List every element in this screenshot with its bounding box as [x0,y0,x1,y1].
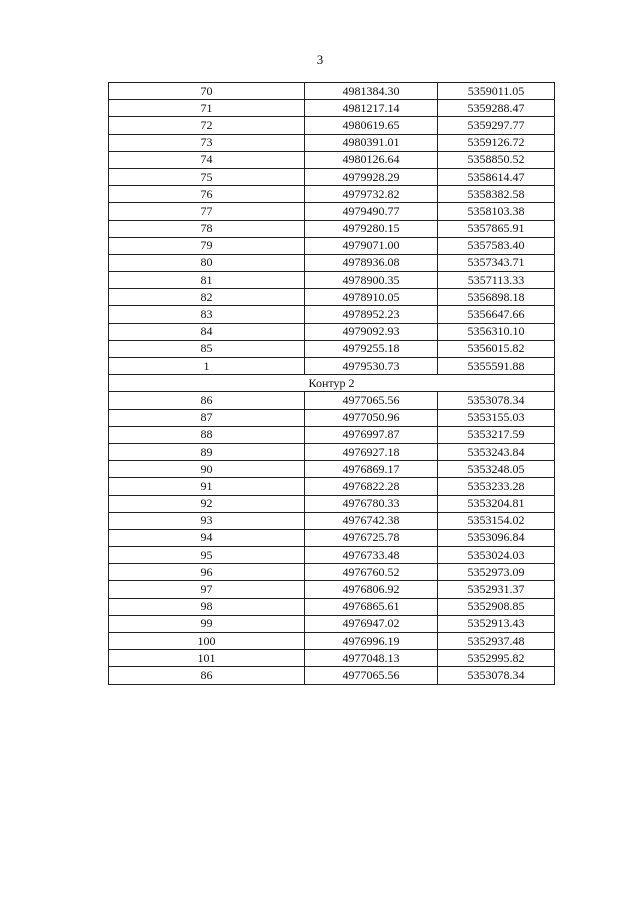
table-row [109,237,555,254]
y-coordinate-cell: 5357113.33 [438,272,555,289]
x-coordinate-cell: 4979280.15 [305,220,438,237]
y-coordinate-cell: 5353217.59 [438,426,555,443]
table-row [109,633,555,650]
y-coordinate-cell: 5352931.37 [438,581,555,598]
x-coordinate-cell: 4977065.56 [305,667,438,684]
point-number-cell: 73 [109,134,305,151]
y-coordinate-cell: 5359288.47 [438,100,555,117]
x-coordinate-cell: 4979490.77 [305,203,438,220]
x-coordinate-cell: 4979255.18 [305,340,438,357]
point-number-cell: 93 [109,512,305,529]
table-row [109,306,555,323]
table-row [109,581,555,598]
y-coordinate-cell: 5358850.52 [438,151,555,168]
table-row [109,272,555,289]
y-coordinate-cell: 5353204.81 [438,495,555,512]
table-row [109,409,555,426]
point-number-cell: 76 [109,186,305,203]
table-row [109,512,555,529]
y-coordinate-cell: 5357343.71 [438,254,555,271]
y-coordinate-cell: 5359297.77 [438,117,555,134]
x-coordinate-cell: 4978952.23 [305,306,438,323]
x-coordinate-cell: 4980391.01 [305,134,438,151]
x-coordinate-cell: 4976742.38 [305,512,438,529]
x-coordinate-cell: 4980126.64 [305,151,438,168]
table-row [109,340,555,357]
point-number-cell: 85 [109,340,305,357]
table-row [109,650,555,667]
x-coordinate-cell: 4979530.73 [305,358,438,375]
point-number-cell: 75 [109,168,305,185]
table-row [109,478,555,495]
x-coordinate-cell: 4978936.08 [305,254,438,271]
table-row [109,186,555,203]
y-coordinate-cell: 5358382.58 [438,186,555,203]
table-row [109,529,555,546]
table-row [109,598,555,615]
y-coordinate-cell: 5353154.02 [438,512,555,529]
point-number-cell: 95 [109,547,305,564]
point-number-cell: 96 [109,564,305,581]
y-coordinate-cell: 5352973.09 [438,564,555,581]
x-coordinate-cell: 4978900.35 [305,272,438,289]
x-coordinate-cell: 4976733.48 [305,547,438,564]
point-number-cell: 92 [109,495,305,512]
x-coordinate-cell: 4980619.65 [305,117,438,134]
table-row [109,254,555,271]
table-row [109,358,555,375]
point-number-cell: 70 [109,83,305,100]
x-coordinate-cell: 4977048.13 [305,650,438,667]
table-row [109,443,555,460]
point-number-cell: 101 [109,650,305,667]
table-row [109,151,555,168]
y-coordinate-cell: 5353078.34 [438,392,555,409]
coordinates-table-body [109,83,555,685]
x-coordinate-cell: 4976947.02 [305,615,438,632]
x-coordinate-cell: 4979092.93 [305,323,438,340]
point-number-cell: 86 [109,667,305,684]
point-number-cell: 80 [109,254,305,271]
table-row [109,495,555,512]
point-number-cell: 89 [109,443,305,460]
point-number-cell: 99 [109,615,305,632]
y-coordinate-cell: 5352913.43 [438,615,555,632]
x-coordinate-cell: 4976806.92 [305,581,438,598]
x-coordinate-cell: 4976869.17 [305,461,438,478]
table-row [109,547,555,564]
x-coordinate-cell: 4976865.61 [305,598,438,615]
y-coordinate-cell: 5353233.28 [438,478,555,495]
x-coordinate-cell: 4981384.30 [305,83,438,100]
table-row [109,392,555,409]
y-coordinate-cell: 5358103.38 [438,203,555,220]
y-coordinate-cell: 5358614.47 [438,168,555,185]
y-coordinate-cell: 5353096.84 [438,529,555,546]
point-number-cell: 81 [109,272,305,289]
y-coordinate-cell: 5352937.48 [438,633,555,650]
point-number-cell: 72 [109,117,305,134]
point-number-cell: 74 [109,151,305,168]
point-number-cell: 98 [109,598,305,615]
table-row [109,100,555,117]
y-coordinate-cell: 5356015.82 [438,340,555,357]
x-coordinate-cell: 4981217.14 [305,100,438,117]
point-number-cell: 71 [109,100,305,117]
table-row [109,220,555,237]
x-coordinate-cell: 4976927.18 [305,443,438,460]
table-row [109,117,555,134]
section-label: Контур 2 [109,375,555,392]
y-coordinate-cell: 5359126.72 [438,134,555,151]
y-coordinate-cell: 5353078.34 [438,667,555,684]
y-coordinate-cell: 5353024.03 [438,547,555,564]
x-coordinate-cell: 4979071.00 [305,237,438,254]
table-row [109,426,555,443]
table-row [109,667,555,684]
y-coordinate-cell: 5353243.84 [438,443,555,460]
x-coordinate-cell: 4976996.19 [305,633,438,650]
point-number-cell: 77 [109,203,305,220]
x-coordinate-cell: 4976760.52 [305,564,438,581]
y-coordinate-cell: 5352908.85 [438,598,555,615]
table-row [109,203,555,220]
y-coordinate-cell: 5353155.03 [438,409,555,426]
page-number: 3 [316,52,324,67]
table-row [109,134,555,151]
y-coordinate-cell: 5356310.10 [438,323,555,340]
table-row [109,323,555,340]
section-header-row [109,375,555,392]
point-number-cell: 78 [109,220,305,237]
table-row [109,615,555,632]
point-number-cell: 86 [109,392,305,409]
point-number-cell: 87 [109,409,305,426]
point-number-cell: 84 [109,323,305,340]
y-coordinate-cell: 5359011.05 [438,83,555,100]
x-coordinate-cell: 4976822.28 [305,478,438,495]
x-coordinate-cell: 4979928.29 [305,168,438,185]
point-number-cell: 97 [109,581,305,598]
x-coordinate-cell: 4978910.05 [305,289,438,306]
x-coordinate-cell: 4977065.56 [305,392,438,409]
point-number-cell: 100 [109,633,305,650]
table-row [109,83,555,100]
table-row [109,461,555,478]
point-number-cell: 90 [109,461,305,478]
y-coordinate-cell: 5352995.82 [438,650,555,667]
point-number-cell: 83 [109,306,305,323]
point-number-cell: 88 [109,426,305,443]
x-coordinate-cell: 4976780.33 [305,495,438,512]
y-coordinate-cell: 5356898.18 [438,289,555,306]
y-coordinate-cell: 5355591.88 [438,358,555,375]
y-coordinate-cell: 5357865.91 [438,220,555,237]
y-coordinate-cell: 5356647.66 [438,306,555,323]
table-row [109,564,555,581]
point-number-cell: 82 [109,289,305,306]
point-number-cell: 79 [109,237,305,254]
table-row [109,289,555,306]
y-coordinate-cell: 5357583.40 [438,237,555,254]
coordinates-table [108,82,555,685]
x-coordinate-cell: 4976725.78 [305,529,438,546]
point-number-cell: 1 [109,358,305,375]
x-coordinate-cell: 4977050.96 [305,409,438,426]
point-number-cell: 94 [109,529,305,546]
x-coordinate-cell: 4976997.87 [305,426,438,443]
point-number-cell: 91 [109,478,305,495]
table-row [109,168,555,185]
x-coordinate-cell: 4979732.82 [305,186,438,203]
y-coordinate-cell: 5353248.05 [438,461,555,478]
